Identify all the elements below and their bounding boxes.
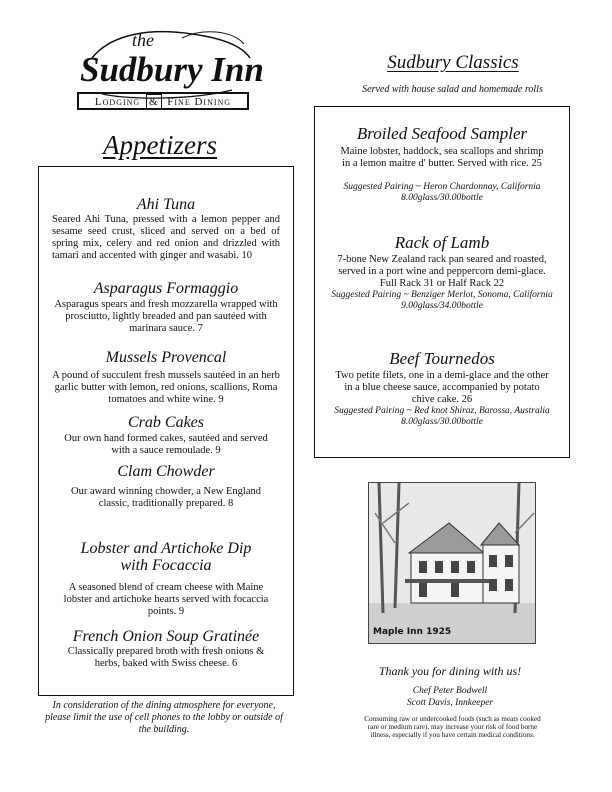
appetizer-title: Clam Chowder bbox=[117, 463, 215, 480]
classics-heading: Sudbury Classics bbox=[387, 52, 519, 73]
classic-desc: Two petite filets, one in a demi-glace and the other in a blue cheese sauce, accompanied by potato chive cake. 26 bbox=[335, 370, 549, 405]
appetizer-title: Ahi Tuna bbox=[136, 196, 196, 213]
appetizer-desc: Asparagus spears and fresh mozzarella wrapped with prosciutto, lightly breaded and pan sautéed with marinara sauce. 7 bbox=[54, 299, 278, 334]
photo-caption: Maple Inn 1925 bbox=[373, 627, 452, 637]
logo-the: the bbox=[132, 30, 154, 50]
appetizer-title: Mussels Provencal bbox=[105, 349, 227, 366]
inn-illustration bbox=[369, 483, 536, 644]
appetizer-desc: Our own hand formed cakes, sautéed and served with a sauce remoulade. 9 bbox=[64, 433, 268, 456]
appetizer-title: French Onion Soup Gratinée bbox=[72, 628, 260, 645]
staff-credits bbox=[340, 685, 560, 709]
classic-title: Rack of Lamb bbox=[394, 233, 490, 252]
appetizer-title: Lobster and Artichoke Dip with Focaccia bbox=[80, 540, 252, 574]
appetizer-desc: A seasoned blend of cream cheese with Maine lobster and artichoke hearts served with focaccia points. 9 bbox=[63, 582, 269, 617]
thank-you-note: Thank you for dining with us! bbox=[378, 664, 522, 678]
inn-photo bbox=[368, 482, 536, 644]
appetizer-desc: Seared Ahi Tuna, pressed with a lemon pepper and sesame seed crust, sliced and served on a bed of spring mix, celery and red onion and drizzled with tamari and accented with ginger and wasabi. 10 bbox=[52, 214, 280, 261]
appetizer-desc: A pound of succulent fresh mussels sautéed in an herb garlic butter with lemon, red onions, scallions, Roma tomatoes and white wine. 9 bbox=[52, 370, 280, 405]
appetizer-desc: Our award winning chowder, a New England classic, traditionally prepared. 8 bbox=[71, 486, 261, 509]
food-safety-warning: Consuming raw or undercooked foods (such as meats cooked rare or medium rare), may increase your risk of food borne illness, especially if you have certain medical conditions. bbox=[364, 715, 541, 739]
classic-pairing: Suggested Pairing ~ Benziger Merlot, Sonoma, California 9.00glass/34.00bottle bbox=[331, 290, 553, 311]
chef-name: Chef Peter Bodwell bbox=[412, 686, 488, 696]
classic-title: Beef Tournedos bbox=[389, 349, 495, 368]
classic-pairing: Suggested Pairing ~ Heron Chardonnay, California 8.00glass/30.00bottle bbox=[343, 182, 541, 203]
classics-subheading: Served with house salad and homemade rolls bbox=[362, 84, 543, 95]
appetizer-desc: Classically prepared broth with fresh onions & herbs, baked with Swiss cheese. 6 bbox=[67, 646, 265, 669]
appetizer-title: Crab Cakes bbox=[128, 414, 204, 431]
classic-desc: Maine lobster, haddock, sea scallops and shrimp in a lemon maitre d' butter. Served with rice. 25 bbox=[340, 146, 544, 169]
logo-tagline: Lodging & Fine Dining bbox=[77, 92, 249, 110]
classic-pairing: Suggested Pairing ~ Red knot Shiraz, Barossa, Australia 8.00glass/30.00bottle bbox=[334, 406, 550, 427]
appetizers-heading: Appetizers bbox=[103, 130, 217, 160]
classic-title: Broiled Seafood Sampler bbox=[356, 124, 528, 143]
logo-name: Sudbury Inn bbox=[80, 50, 264, 89]
appetizer-title: Asparagus Formaggio bbox=[93, 280, 239, 297]
classic-desc: 7-bone New Zealand rack pan seared and roasted, served in a port wine and peppercorn demi-glace. Full Rack 31 or Half Rack 22 bbox=[337, 254, 547, 289]
innkeeper-name: Scott Davis, Innkeeper bbox=[406, 698, 494, 708]
cell-phone-notice: In consideration of the dining atmosphere for everyone, please limit the use of cell phones to the lobby or outside of the building. bbox=[45, 700, 283, 735]
